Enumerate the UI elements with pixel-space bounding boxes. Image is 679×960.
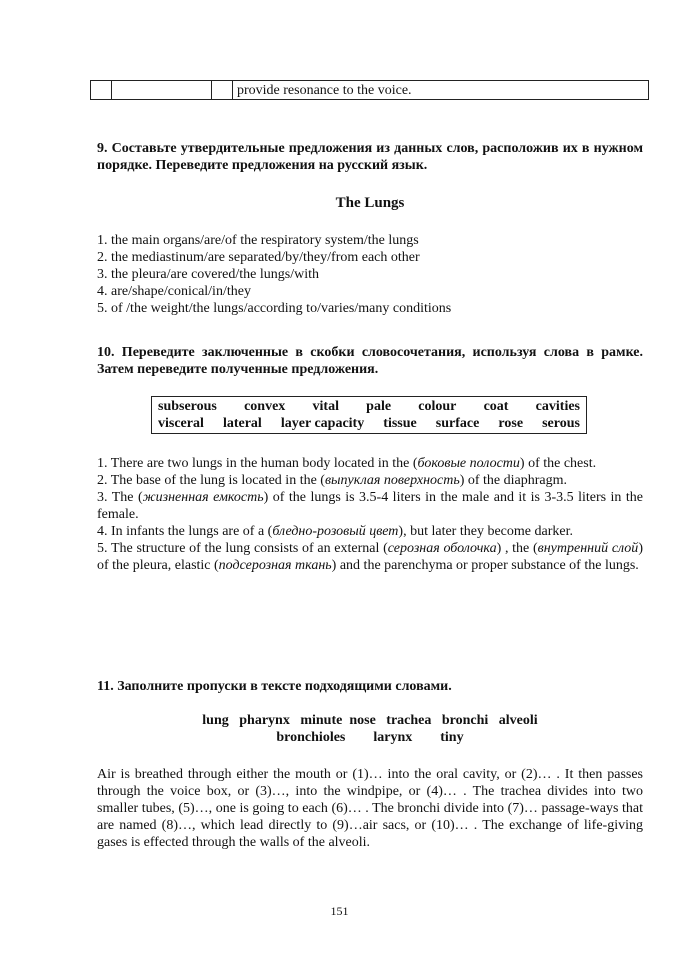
- table-cell: [112, 81, 212, 99]
- word: visceral: [158, 416, 204, 431]
- sentence-3: 3. The (жизненная емкость) of the lungs is 3.5-4 liters in the male and it is 3-3.5 liters in the female.: [97, 490, 643, 522]
- table-row: [90, 80, 649, 100]
- word-box-row-2: [158, 415, 580, 432]
- table-cell: [91, 81, 112, 99]
- task10-sentences: [97, 455, 643, 574]
- word-box: [151, 396, 587, 434]
- word: pale: [366, 399, 392, 414]
- page-number: 151: [330, 904, 349, 918]
- word: cavities: [535, 399, 580, 414]
- sentence-2: 2. The base of the lung is located in the (выпуклая поверхность) of the diaphragm.: [97, 473, 568, 488]
- list-item: 2. the mediastinum/are separated/by/they/from each other: [97, 250, 420, 265]
- word: layer capacity: [280, 416, 365, 431]
- word: tissue: [383, 416, 417, 431]
- word: surface: [435, 416, 480, 431]
- word: rose: [498, 416, 524, 431]
- table-cell: [212, 81, 233, 99]
- word: convex: [244, 399, 286, 414]
- word: lateral: [222, 416, 262, 431]
- task9-heading: 9. Составьте утвердительные предложения из данных слов, расположив их в нужном порядке. Переведите предложения на русский язык.: [97, 141, 643, 173]
- list-item: 4. are/shape/conical/in/they: [97, 284, 251, 299]
- word: serous: [542, 416, 580, 431]
- word: colour: [418, 399, 457, 414]
- list-item: 5. of /the weight/the lungs/according to/varies/many conditions: [97, 301, 452, 316]
- task9-list: [97, 232, 643, 317]
- word: vital: [312, 399, 339, 414]
- word: subserous: [158, 399, 217, 414]
- sentence-4: 4. In infants the lungs are of a (бледно-розовый цвет), but later they become darker.: [97, 524, 573, 539]
- sentence-1: 1. There are two lungs in the human body located in the (боковые полости) of the chest.: [97, 456, 597, 471]
- task11-words-row-2: bronchioles larynx tiny: [276, 730, 464, 745]
- task11-paragraph: Air is breathed through either the mouth or (1)… into the oral cavity, or (2)… . It then passes through the voice box, or (3)…, into the windpipe, or (4)… . The trachea divides into two smaller tubes, (5)…, one is going to each (6)… . The bronchi divide into (7)… passage-ways that are named (8)…, which lead directly to (9)…air sacs, or (10)… . The exchange of life-giving gases is effected through the walls of the alveoli.: [97, 767, 643, 850]
- task10-heading: 10. Переведите заключенные в скобки словосочетания, используя слова в рамке. Затем переведите полученные предложения.: [97, 345, 643, 377]
- word-box-row-1: [158, 398, 580, 415]
- table-cell-text: provide resonance to the voice.: [237, 83, 412, 98]
- list-item: 1. the main organs/are/of the respiratory system/the lungs: [97, 233, 419, 248]
- task11-heading: 11. Заполните пропуски в тексте подходящими словами.: [97, 679, 452, 694]
- list-item: 3. the pleura/are covered/the lungs/with: [97, 267, 319, 282]
- word: coat: [483, 399, 509, 414]
- task11-words-row-1: lung pharynx minute nose trachea bronchi alveoli: [202, 713, 538, 728]
- task9-title: The Lungs: [335, 195, 405, 211]
- sentence-5: 5. The structure of the lung consists of an external (серозная оболочка) , the (внутренний слой) of the pleura, elastic (подсерозная ткань) and the parenchyma or proper substance of the lungs.: [97, 541, 643, 573]
